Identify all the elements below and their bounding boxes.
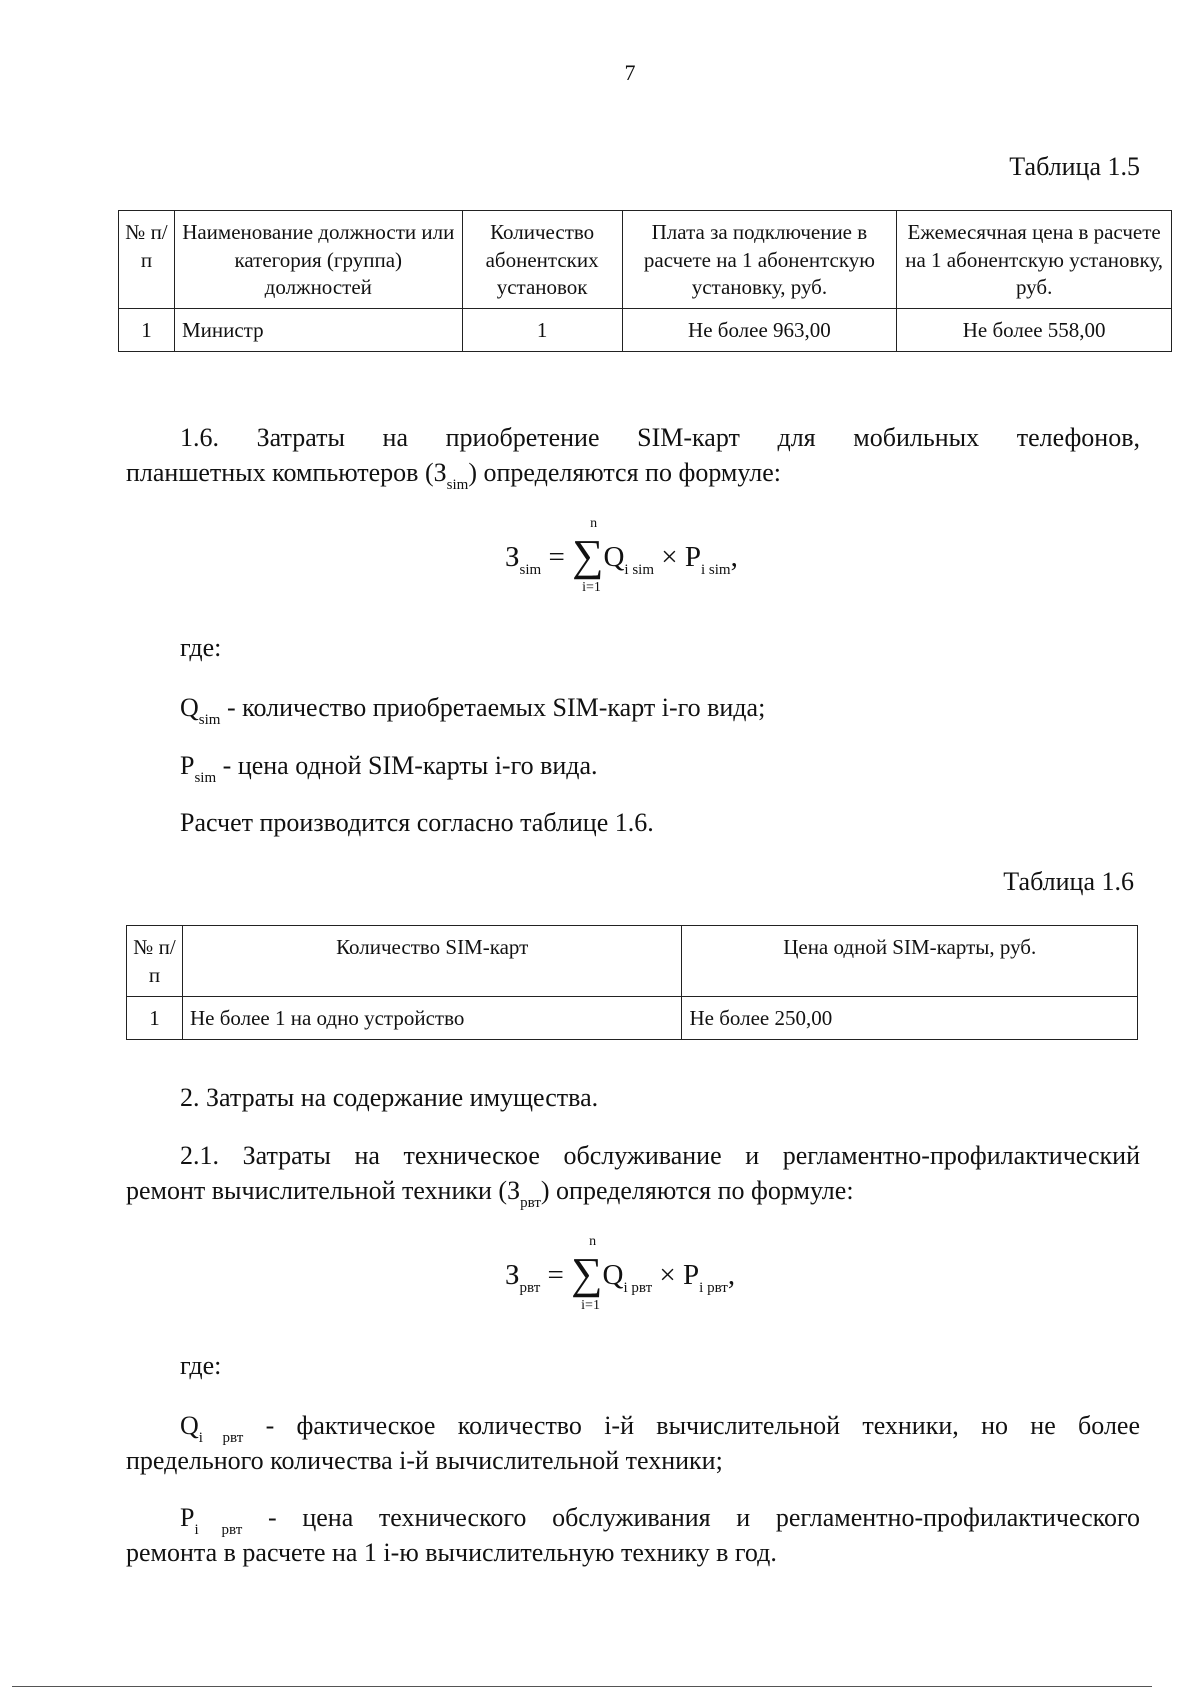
table-header-row — [119, 211, 1172, 309]
cell: Не более 558,00 — [897, 309, 1172, 352]
header-cell: № п/п — [127, 926, 183, 997]
header-cell: Количество SIM-карт — [182, 926, 682, 997]
table-row — [127, 997, 1138, 1040]
table-header-row — [127, 926, 1138, 997]
definition-q-cont: предельного количества i-й вычислительной техники; — [126, 1446, 723, 1475]
cell: Не более 1 на одно устройство — [182, 997, 682, 1040]
formula-rvt: $З_{рвт}$ = n ∑ i=1 $Q_{i рвт} \times P_{i рвт}$, — [505, 1234, 736, 1313]
header-cell: № п/п — [119, 211, 175, 309]
header-cell: Количество абонентских установок — [462, 211, 622, 309]
paragraph-line: 1.6. Затраты на приобретение SIM-карт для мобильных телефонов, — [180, 423, 1140, 452]
header-cell: Плата за подключение в расчете на 1 абонентскую установку, руб. — [622, 211, 897, 309]
cell: Министр — [174, 309, 462, 352]
where-label: где: — [180, 633, 222, 662]
summation: n ∑ i=1 — [571, 1234, 603, 1313]
definition-p: $P_{sim}$ - цена одной SIM-карты i-го вида. — [180, 751, 598, 786]
header-cell: Цена одной SIM-карты, руб. — [682, 926, 1138, 997]
paragraph-line: ремонт вычислительной техники $(З_{рвт})$ определяются по формуле: — [126, 1176, 854, 1211]
formula-sim: $З_{sim}$ = n ∑ i=1 $Q_{i sim} \times P_{i sim}$, — [505, 516, 738, 595]
definition-p-cont: ремонта в расчете на 1 i-ю вычислительную технику в год. — [126, 1538, 777, 1567]
calc-note: Расчет производится согласно таблице 1.6. — [180, 808, 654, 837]
page-number: 7 — [624, 60, 636, 85]
definition-q: $Q_{i рвт}$ - фактическое количество i-й вычислительной техники, но не более — [180, 1411, 1140, 1446]
definition-q: $Q_{sim}$ - количество приобретаемых SIM-карт i-го вида; — [180, 693, 766, 728]
table-caption: Таблица 1.5 — [1009, 152, 1140, 181]
cell: Не более 963,00 — [622, 309, 897, 352]
header-cell: Наименование должности или категория (группа) должностей — [174, 211, 462, 309]
table-caption: Таблица 1.6 — [1003, 867, 1134, 896]
bottom-rule — [12, 1686, 1152, 1687]
section-heading: 2. Затраты на содержание имущества. — [180, 1083, 599, 1112]
header-cell: Ежемесячная цена в расчете на 1 абонентскую установку, руб. — [897, 211, 1172, 309]
table-row — [119, 309, 1172, 352]
table-1-6 — [126, 925, 1138, 1040]
cell: Не более 250,00 — [682, 997, 1138, 1040]
definition-p: $P_{i рвт}$ - цена технического обслуживания и регламентно-профилактического — [180, 1503, 1140, 1538]
table-1-5 — [118, 210, 1172, 352]
cell: 1 — [462, 309, 622, 352]
summation: n ∑ i=1 — [572, 516, 604, 595]
paragraph-line: 2.1. Затраты на техническое обслуживание и регламентно-профилактический — [180, 1141, 1140, 1170]
paragraph-line: планшетных компьютеров $(З_{sim})$ определяются по формуле: — [126, 458, 781, 493]
cell: 1 — [127, 997, 183, 1040]
where-label: где: — [180, 1351, 222, 1380]
cell: 1 — [119, 309, 175, 352]
